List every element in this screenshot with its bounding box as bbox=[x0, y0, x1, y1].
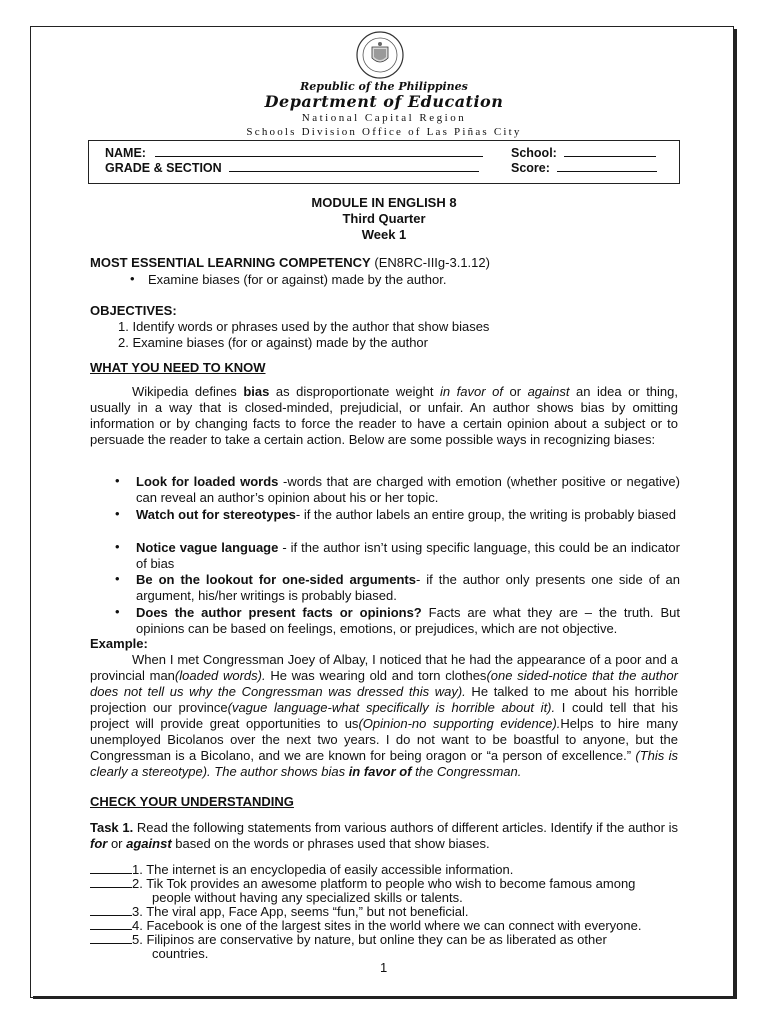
answer-blank[interactable] bbox=[90, 876, 132, 888]
example-heading: Example: bbox=[90, 636, 148, 651]
task-item-5 bbox=[90, 932, 607, 947]
text-run: based on the words or phrases used that show biases. bbox=[171, 836, 490, 851]
school-row bbox=[511, 145, 656, 160]
page-border-shadow-bottom bbox=[33, 996, 737, 999]
emphasis-run: for bbox=[90, 836, 108, 851]
text-run: Wikipedia defines bbox=[132, 384, 244, 399]
objective-item-1: 1. Identify words or phrases used by the author that show biases bbox=[118, 319, 490, 334]
annotation-run: the Congressman. bbox=[411, 764, 522, 779]
answer-blank[interactable] bbox=[90, 862, 132, 874]
know-heading: WHAT YOU NEED TO KNOW bbox=[90, 360, 266, 375]
annotation-run: (Opinion-no supporting evidence). bbox=[358, 716, 561, 731]
bias-tip-1 bbox=[136, 474, 680, 506]
deped-seal-icon bbox=[340, 30, 420, 80]
item-text: 4. Facebook is one of the largest sites in the world where we can connect with everyone. bbox=[132, 918, 642, 933]
tip-title: Does the author present facts or opinions? bbox=[136, 605, 422, 620]
text-run: He was wearing old and torn clothes bbox=[265, 668, 487, 683]
answer-blank[interactable] bbox=[90, 904, 132, 916]
tip-text: - if the author only presents one side of an argument, his/her writings is probably biased. bbox=[136, 572, 680, 603]
melc-bullet: • bbox=[130, 271, 135, 286]
item-text: 1. The internet is an encyclopedia of easily accessible information. bbox=[132, 862, 514, 877]
student-info-box bbox=[88, 140, 680, 184]
objectives-heading: OBJECTIVES: bbox=[90, 303, 177, 318]
module-title: MODULE IN ENGLISH 8 bbox=[311, 195, 457, 210]
bullet-mark: • bbox=[115, 473, 120, 488]
module-quarter: Third Quarter bbox=[342, 211, 426, 226]
item-text: 2. Tik Tok provides an awesome platform to people who wish to become famous among bbox=[132, 876, 636, 891]
text-run: or bbox=[502, 384, 528, 399]
task-item-5-continued: countries. bbox=[152, 946, 209, 961]
melc-item: Examine biases (for or against) made by the author. bbox=[148, 272, 447, 287]
score-row bbox=[511, 160, 657, 175]
bias-term: bias bbox=[243, 384, 270, 399]
annotation-run: (This is clearly a stereotype). The author shows bias bbox=[90, 748, 678, 779]
grade-label: GRADE & SECTION bbox=[105, 161, 222, 175]
name-label: NAME: bbox=[105, 146, 146, 160]
task-instructions bbox=[90, 820, 678, 852]
text-run: Helps to hire many unemployed Bicolanos over the next two years. I do not want to be boastful to anyone, but the Congressman is a Bicolano, and we are known for being oragon or “a person of excellence.” bbox=[90, 716, 679, 763]
bias-definition-paragraph bbox=[90, 384, 678, 448]
item-text: 5. Filipinos are conservative by nature, but online they can be as liberated as other bbox=[132, 932, 607, 947]
answer-blank[interactable] bbox=[90, 918, 132, 930]
text-run: When I met Congressman Joey of Albay, I noticed that he had the appearance of a poor and a provincial man bbox=[90, 652, 678, 683]
annotation-run: (vague language-what specifically is horrible about it). bbox=[227, 700, 556, 715]
task-item-2 bbox=[90, 876, 635, 891]
text-run: or bbox=[107, 836, 127, 851]
bias-tip-2 bbox=[136, 507, 680, 523]
department-title: Department of Education bbox=[264, 92, 504, 111]
task-item-4 bbox=[90, 918, 641, 933]
module-week: Week 1 bbox=[361, 227, 407, 242]
bullet-mark: • bbox=[115, 506, 120, 521]
emphasis-run: in favor of bbox=[348, 764, 412, 779]
task-item-2-continued: people without having any specialized skills or talents. bbox=[152, 890, 463, 905]
annotation-run: (loaded words). bbox=[174, 668, 266, 683]
annotation-run: (one sided-notice that the author does not tell us why the Congressman was dressed this way). bbox=[90, 668, 678, 699]
check-heading: CHECK YOUR UNDERSTANDING bbox=[90, 794, 294, 809]
bias-tip-3 bbox=[136, 540, 680, 572]
answer-blank[interactable] bbox=[90, 932, 132, 944]
school-label: School: bbox=[511, 146, 557, 160]
grade-row bbox=[105, 160, 479, 175]
bullet-mark: • bbox=[115, 571, 120, 586]
objective-item-2: 2. Examine biases (for or against) made by the author bbox=[118, 335, 428, 350]
tip-text: - if the author isn’t using specific language, this could be an indicator of bias bbox=[136, 540, 680, 571]
text-run: Read the following statements from various authors of different articles. Identify if the author is bbox=[133, 820, 678, 835]
text-run: an idea or thing, usually in a way that is closed-minded, prejudicial, or unfair. An author shows bias by omitting information or by changing facts to force the reader to have a certain opinion about a subject or to persuade the reader to take a certain action. Below are some possible ways in recognizing biases: bbox=[90, 384, 678, 447]
score-field[interactable] bbox=[557, 160, 657, 172]
page-number: 1 bbox=[380, 960, 388, 975]
division-line: Schools Division Office of Las Piñas City bbox=[246, 126, 522, 138]
name-row bbox=[105, 145, 483, 160]
republic-line: Republic of the Philippines bbox=[300, 80, 468, 93]
tip-text: - if the author labels an entire group, the writing is probably biased bbox=[295, 507, 676, 522]
tip-text: Facts are what they are – the truth. But opinions can be based on feelings, emotions, or prejudices, which are not objective. bbox=[136, 605, 680, 636]
school-field[interactable] bbox=[564, 145, 656, 157]
tip-title: Be on the lookout for one-sided arguments bbox=[136, 572, 416, 587]
region-line: National Capital Region bbox=[301, 112, 467, 124]
tip-title: Watch out for stereotypes bbox=[136, 507, 296, 522]
name-field[interactable] bbox=[155, 145, 483, 157]
melc-heading: MOST ESSENTIAL LEARNING COMPETENCY bbox=[90, 255, 371, 270]
item-text: 3. The viral app, Face App, seems “fun,” but not beneficial. bbox=[132, 904, 469, 919]
task-item-1 bbox=[90, 862, 513, 877]
tip-title: Notice vague language bbox=[136, 540, 279, 555]
page-border-shadow-right bbox=[734, 29, 737, 999]
score-label: Score: bbox=[511, 161, 550, 175]
text-run: against bbox=[527, 384, 570, 399]
text-run: I could tell that his project will provide great opportunities to us bbox=[90, 700, 678, 731]
task-label: Task 1. bbox=[90, 820, 134, 835]
task-item-3 bbox=[90, 904, 469, 919]
grade-field[interactable] bbox=[229, 160, 479, 172]
bullet-mark: • bbox=[115, 604, 120, 619]
example-paragraph bbox=[90, 652, 678, 780]
emphasis-run: against bbox=[126, 836, 172, 851]
text-run: He talked to me about his horrible projection our province bbox=[90, 684, 678, 715]
bullet-mark: • bbox=[115, 539, 120, 554]
text-run: in favor of bbox=[440, 384, 503, 399]
bias-tip-5 bbox=[136, 605, 680, 637]
melc-code: (EN8RC-IIIg-3.1.12) bbox=[374, 255, 490, 270]
text-run: as disproportionate weight bbox=[269, 384, 441, 399]
tip-title: Look for loaded words bbox=[136, 474, 279, 489]
tip-text: -words that are charged with emotion (whether positive or negative) can reveal an author’s opinion about his or her topic. bbox=[136, 474, 680, 505]
bias-tip-4 bbox=[136, 572, 680, 604]
melc-heading-line bbox=[90, 255, 490, 270]
